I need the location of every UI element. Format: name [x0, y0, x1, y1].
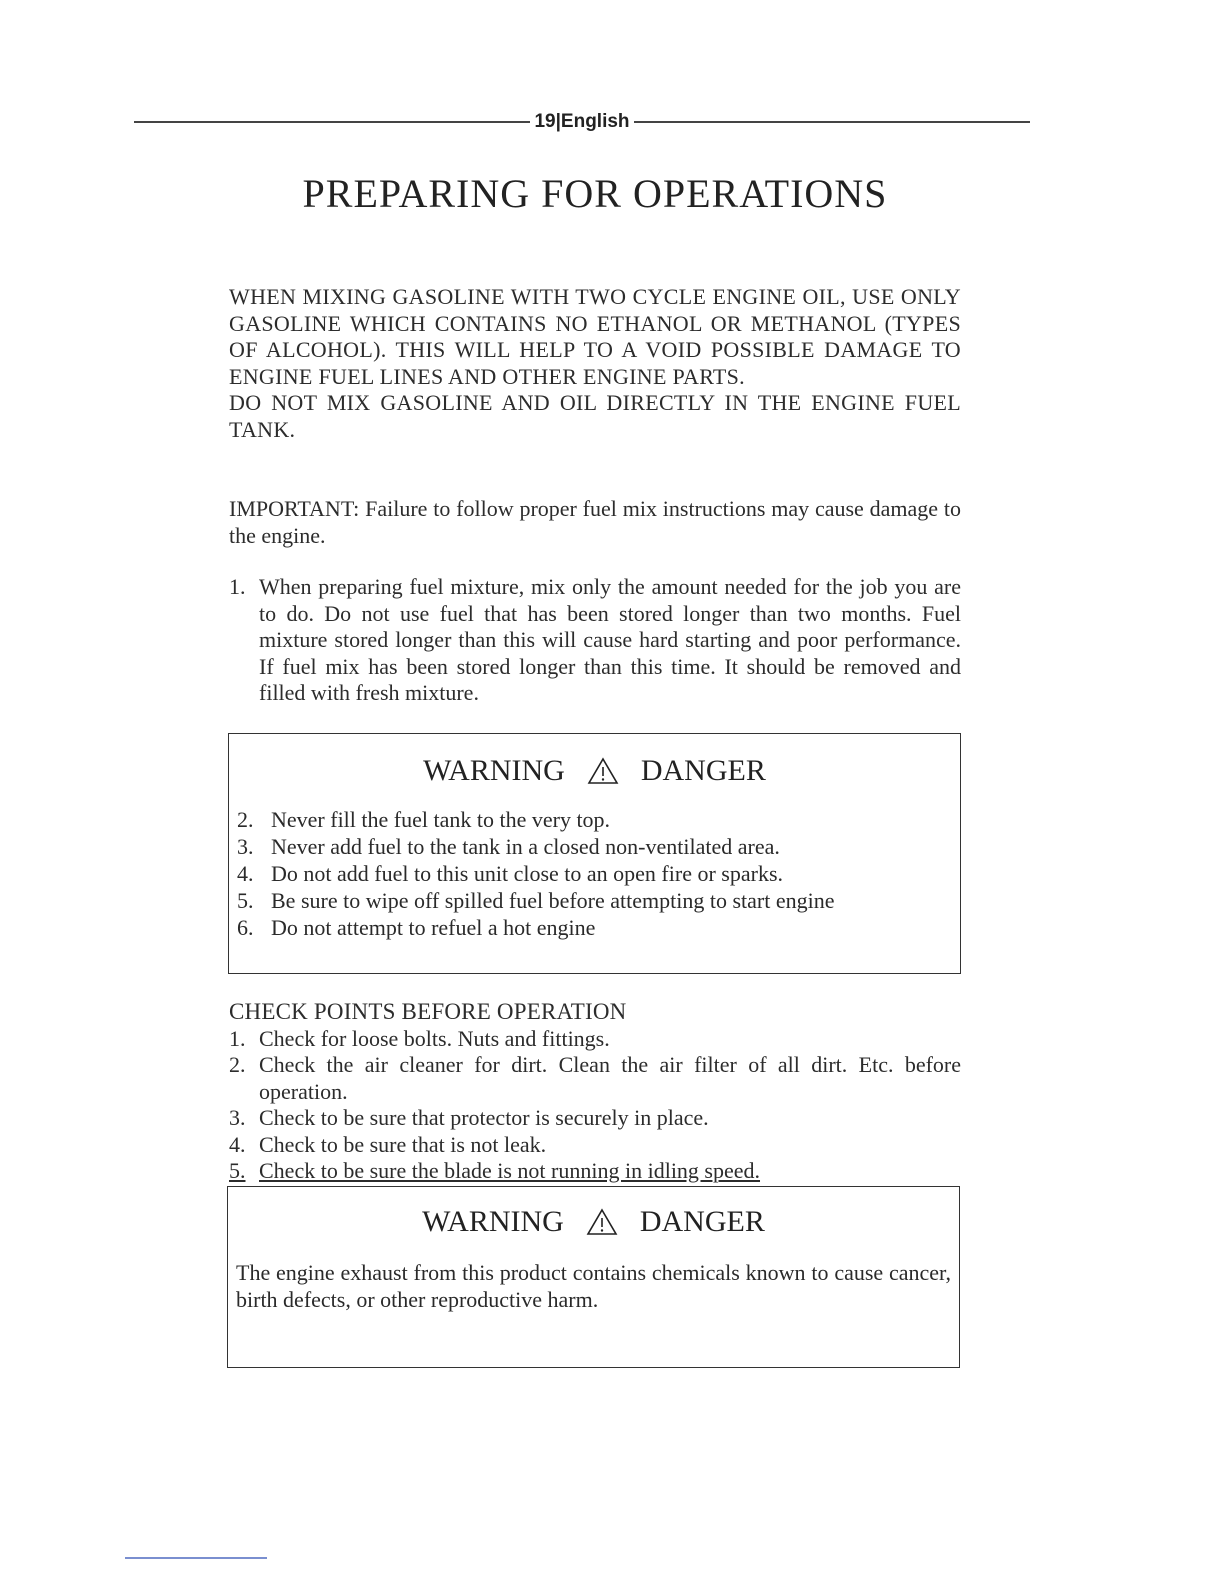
list-item-text: Never add fuel to the tank in a closed non-ventilated area.: [271, 834, 780, 859]
list-item-number: 3.: [237, 834, 254, 859]
page-title: PREPARING FOR OPERATIONS: [302, 171, 888, 216]
list-item-number: 2.: [237, 807, 254, 832]
warning-triangle-icon: [587, 757, 619, 785]
warning-label: WARNING: [423, 754, 565, 787]
danger-label: DANGER: [640, 754, 766, 787]
warning-label: WARNING: [422, 1205, 564, 1238]
list-item-number: 5.: [229, 1158, 246, 1183]
list-item: [229, 1105, 961, 1132]
list-item-text: Check to be sure that protector is securely in place.: [259, 1105, 709, 1130]
mixing-notice: [229, 284, 961, 443]
warning-body: The engine exhaust from this product contains chemicals known to cause cancer, birth defects, or other reproductive harm.: [236, 1260, 951, 1312]
header-rule-right: [634, 121, 1030, 123]
page-header: [134, 112, 1030, 132]
list-item: [229, 1158, 961, 1185]
warning-triangle-icon: [586, 1208, 618, 1236]
list-item-number: 1.: [229, 574, 246, 599]
list-item-number: 5.: [237, 888, 254, 913]
important-note: [229, 496, 961, 549]
warning-list: [229, 806, 960, 941]
warning-heading: [229, 754, 960, 788]
check-points: [229, 999, 961, 1185]
list-item: [237, 860, 960, 887]
warning-heading: [228, 1205, 959, 1239]
warning-box-fuel: [228, 733, 961, 974]
list-item-number: 1.: [229, 1025, 246, 1051]
mixing-notice-tank: DO NOT MIX GASOLINE AND OIL DIRECTLY IN THE ENGINE FUEL TANK.: [229, 390, 961, 442]
list-item: [237, 833, 960, 860]
list-item-number: 6.: [237, 915, 254, 940]
list-item-text: Check to be sure that is not leak.: [259, 1131, 547, 1157]
list-item-text: Check to be sure the blade is not running in idling speed.: [259, 1158, 761, 1183]
check-points-list: [229, 1026, 961, 1185]
important-note-text: IMPORTANT: Failure to follow proper fuel mix instructions may cause damage to the engine.: [229, 496, 961, 548]
danger-label: DANGER: [639, 1205, 765, 1238]
list-item-text: Be sure to wipe off spilled fuel before attempting to start engine: [271, 888, 835, 913]
list-item-text: Do not add fuel to this unit close to an open fire or sparks.: [271, 861, 784, 886]
list-item-text: Do not attempt to refuel a hot engine: [271, 915, 596, 940]
check-points-heading: CHECK POINTS BEFORE OPERATION: [229, 999, 627, 1024]
list-item-text: Never fill the fuel tank to the very top.: [271, 807, 611, 832]
list-item: [229, 1132, 961, 1159]
header-rule-left: [134, 121, 530, 123]
fuel-instructions: [229, 574, 961, 707]
page-number-label: 19|English: [534, 111, 630, 132]
list-item-text: When preparing fuel mixture, mix only the amount needed for the job you are to do. Do not use fuel that has been stored longer than two months. Fuel mixture stored longer than this will cause hard starting and poor performance. If fuel mix has been stored longer than this time. It should be removed and filled with fresh mixture.: [259, 574, 961, 705]
list-item-text: Check the air cleaner for dirt. Clean the air filter of all dirt. Etc. before operation.: [259, 1052, 961, 1104]
warning-box-exhaust: [227, 1186, 960, 1368]
list-item: [229, 1026, 961, 1053]
mixing-notice-text: WHEN MIXING GASOLINE WITH TWO CYCLE ENGINE OIL, USE ONLY GASOLINE WHICH CONTAINS NO ETHANOL OR METHANOL (TYPES OF ALCOHOL). THIS WILL HELP TO A VOID POSSIBLE DAMAGE TO ENGINE FUEL LINES AND OTHER ENGINE PARTS.: [229, 284, 961, 389]
list-item: [229, 1052, 961, 1105]
list-item: [237, 806, 960, 833]
list-item: [237, 914, 960, 941]
list-item-number: 4.: [237, 861, 254, 886]
footer-rule: [125, 1557, 267, 1559]
list-item: [237, 887, 960, 914]
list-item-number: 2.: [229, 1052, 246, 1077]
list-item-number: 4.: [229, 1131, 246, 1157]
list-item-number: 3.: [229, 1105, 246, 1130]
list-item-text: Check for loose bolts. Nuts and fittings.: [259, 1025, 610, 1051]
list-item: [229, 574, 961, 707]
